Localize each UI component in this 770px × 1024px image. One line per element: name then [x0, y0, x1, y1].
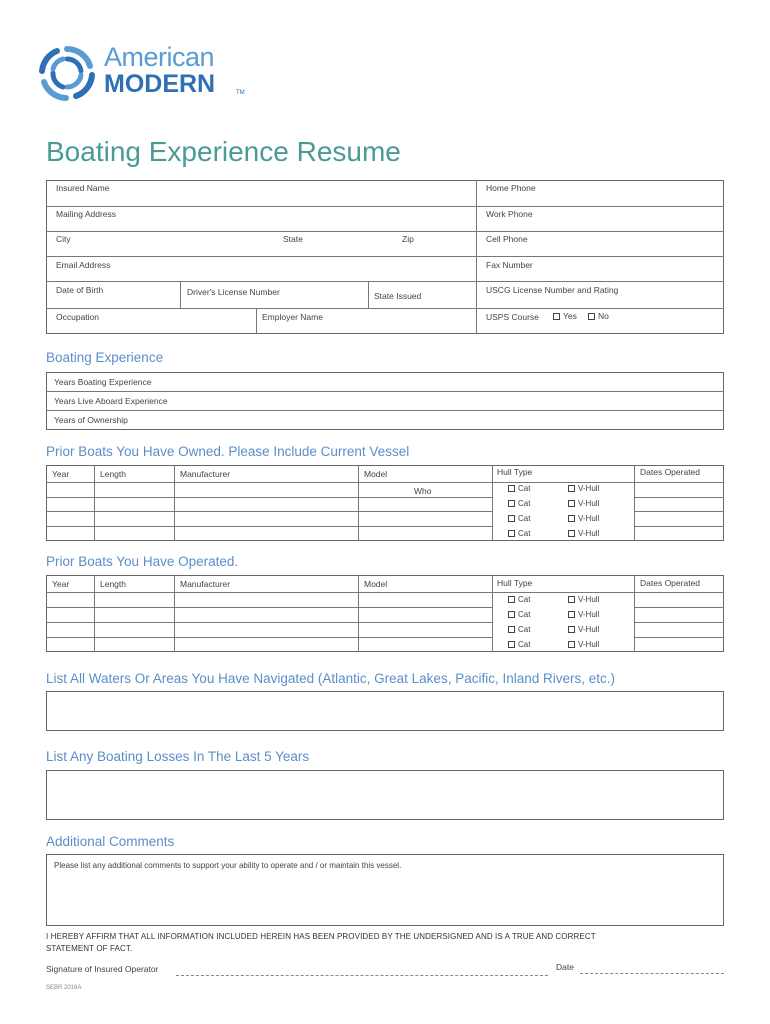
- checkbox-icon: [553, 313, 560, 320]
- checkbox-icon: [568, 500, 575, 507]
- years-boating-field[interactable]: Years Boating Experience: [54, 377, 152, 387]
- state-issued-field[interactable]: State Issued: [374, 291, 422, 301]
- checkbox-icon: [588, 313, 595, 320]
- dob-field[interactable]: Date of Birth: [56, 285, 104, 295]
- comments-prompt: Please list any additional comments to support your ability to operate and / or maintain this vessel.: [54, 861, 402, 870]
- waters-textarea[interactable]: [46, 691, 724, 731]
- checkbox-icon: [568, 641, 575, 648]
- checkbox-icon: [508, 530, 515, 537]
- fax-field[interactable]: Fax Number: [486, 260, 533, 270]
- checkbox-icon: [508, 500, 515, 507]
- city-field[interactable]: City: [56, 234, 71, 244]
- owned-who-label: Who: [414, 486, 432, 496]
- checkbox-icon: [568, 626, 575, 633]
- operated-cat-checkbox-3[interactable]: Cat: [508, 625, 530, 634]
- owned-cat-checkbox-1[interactable]: Cat: [508, 484, 530, 493]
- checkbox-icon: [568, 515, 575, 522]
- operated-vhull-checkbox-3[interactable]: V-Hull: [568, 625, 599, 634]
- work-phone-field[interactable]: Work Phone: [486, 209, 533, 219]
- owned-manufacturer-header: Manufacturer: [180, 469, 231, 479]
- owned-cat-checkbox-3[interactable]: Cat: [508, 514, 530, 523]
- operated-model-header: Model: [364, 579, 388, 589]
- home-phone-field[interactable]: Home Phone: [486, 183, 536, 193]
- checkbox-icon: [508, 596, 515, 603]
- employer-field[interactable]: Employer Name: [262, 312, 323, 322]
- signature-line[interactable]: [176, 975, 548, 976]
- checkbox-icon: [508, 611, 515, 618]
- owned-heading: Prior Boats You Have Owned. Please Include Current Vessel: [46, 444, 410, 459]
- checkbox-icon: [568, 485, 575, 492]
- owned-hull-header: Hull Type: [497, 467, 533, 477]
- owned-cat-checkbox-2[interactable]: Cat: [508, 499, 530, 508]
- logo-line2: MODERN: [104, 70, 216, 98]
- operated-cat-checkbox-4[interactable]: Cat: [508, 640, 530, 649]
- owned-dates-header: Dates Operated: [640, 467, 701, 477]
- losses-heading: List Any Boating Losses In The Last 5 Years: [46, 749, 310, 764]
- operated-vhull-checkbox-4[interactable]: V-Hull: [568, 640, 599, 649]
- uscg-license-field[interactable]: USCG License Number and Rating: [486, 285, 619, 295]
- operated-cat-checkbox-1[interactable]: Cat: [508, 595, 530, 604]
- operated-year-header: Year: [52, 579, 70, 589]
- operated-hull-header: Hull Type: [497, 578, 533, 588]
- date-label: Date: [556, 962, 574, 972]
- years-ownership-field[interactable]: Years of Ownership: [54, 415, 128, 425]
- usps-yes-label: Yes: [563, 311, 577, 321]
- operated-length-header: Length: [100, 579, 126, 589]
- losses-textarea[interactable]: [46, 770, 724, 820]
- owned-model-header: Model: [364, 469, 388, 479]
- operated-cat-checkbox-2[interactable]: Cat: [508, 610, 530, 619]
- years-live-aboard-field[interactable]: Years Live Aboard Experience: [54, 396, 168, 406]
- owned-vhull-checkbox-3[interactable]: V-Hull: [568, 514, 599, 523]
- waters-heading: List All Waters Or Areas You Have Navigated (Atlantic, Great Lakes, Pacific, Inland Rivers, etc.): [46, 671, 615, 686]
- checkbox-icon: [508, 626, 515, 633]
- mailing-address-field[interactable]: Mailing Address: [56, 209, 117, 219]
- page-title: Boating Experience Resume: [46, 136, 401, 167]
- zip-field[interactable]: Zip: [402, 234, 414, 244]
- insured-name-field[interactable]: Insured Name: [56, 183, 110, 193]
- operated-dates-header: Dates Operated: [640, 578, 701, 588]
- logo-trademark: TM: [236, 90, 245, 96]
- signature-label: Signature of Insured Operator: [46, 964, 159, 974]
- checkbox-icon: [568, 596, 575, 603]
- owned-vhull-checkbox-4[interactable]: V-Hull: [568, 529, 599, 538]
- owned-length-header: Length: [100, 469, 126, 479]
- checkbox-icon: [508, 641, 515, 648]
- checkbox-icon: [568, 611, 575, 618]
- operated-manufacturer-header: Manufacturer: [180, 579, 231, 589]
- state-field[interactable]: State: [283, 234, 303, 244]
- affirm-statement: [46, 931, 726, 955]
- affirm-line-1: I HEREBY AFFIRM THAT ALL INFORMATION INCLUDED HEREIN HAS BEEN PROVIDED BY THE UNDERSIGNED AND IS A TRUE AND CORRECT: [46, 932, 596, 941]
- operated-vhull-checkbox-1[interactable]: V-Hull: [568, 595, 599, 604]
- operated-heading: Prior Boats You Have Operated.: [46, 554, 239, 569]
- email-field[interactable]: Email Address: [56, 260, 111, 270]
- usps-course-label: USPS Course: [486, 312, 539, 322]
- logo-line1: American: [104, 42, 215, 72]
- owned-vhull-checkbox-2[interactable]: V-Hull: [568, 499, 599, 508]
- occupation-field[interactable]: Occupation: [56, 312, 99, 322]
- usps-no-label: No: [598, 311, 609, 321]
- comments-heading: Additional Comments: [46, 834, 175, 849]
- insured-info-table: [46, 180, 724, 334]
- logo: [38, 42, 258, 104]
- cell-phone-field[interactable]: Cell Phone: [486, 234, 528, 244]
- checkbox-icon: [508, 515, 515, 522]
- owned-vhull-checkbox-1[interactable]: V-Hull: [568, 484, 599, 493]
- american-modern-logo-icon: [38, 44, 96, 102]
- date-line[interactable]: [580, 973, 724, 974]
- checkbox-icon: [508, 485, 515, 492]
- affirm-line-2: STATEMENT OF FACT.: [46, 944, 133, 953]
- checkbox-icon: [568, 530, 575, 537]
- usps-yes-checkbox[interactable]: [553, 311, 577, 321]
- operated-vhull-checkbox-2[interactable]: V-Hull: [568, 610, 599, 619]
- owned-cat-checkbox-4[interactable]: Cat: [508, 529, 530, 538]
- drivers-license-field[interactable]: Driver's License Number: [187, 287, 280, 297]
- owned-year-header: Year: [52, 469, 70, 479]
- form-code: SEBR 2016A: [46, 985, 82, 991]
- boating-experience-heading: Boating Experience: [46, 350, 164, 365]
- usps-no-checkbox[interactable]: [588, 311, 609, 321]
